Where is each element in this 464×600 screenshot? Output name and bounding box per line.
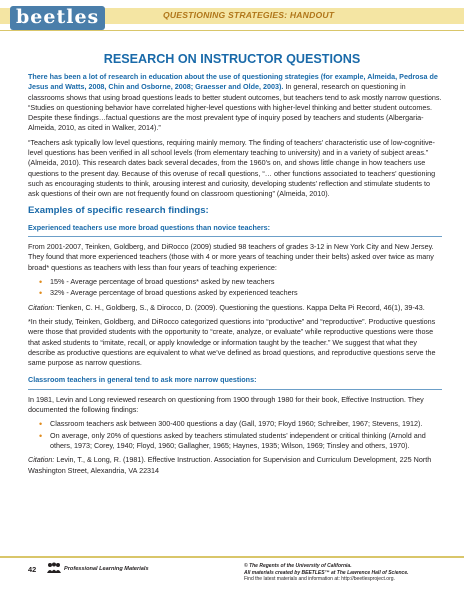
copyright-block bbox=[244, 563, 409, 583]
page-title: RESEARCH ON INSTRUCTOR QUESTIONS bbox=[103, 52, 361, 66]
finding1-list bbox=[28, 277, 442, 299]
bullet-icon: • bbox=[39, 288, 43, 299]
bullet-icon: • bbox=[39, 277, 43, 288]
credit-line: All materials created by BEETLES™ at The Lawrence Hall of Science. bbox=[244, 569, 409, 576]
paragraph-two: “Teachers ask typically low level questions, requiring mainly memory. The finding of teachers’ characteristic use of low-cognitive-level questions has been verified in all school levels (from elementary teaching to university) and in a variety of subject areas.” (Almeida, 2010). This research dates back several decades, from the 1960’s on, and shows little change in how teachers use questions to the present day. Because of this overuse of recall questions, “… other functions associated to teachers’ questioning such as encouraging students to think, arousing interest and curiosity, developing students’ reflection and stimulate students to ask questions of their own are not frequently found on classroom questioning” (Almeida, 2010). bbox=[28, 137, 436, 199]
people-icon bbox=[46, 562, 62, 574]
page-footer bbox=[0, 556, 464, 600]
list-item bbox=[39, 419, 442, 430]
finding2-divider bbox=[28, 389, 442, 390]
finding2-list bbox=[28, 419, 442, 451]
citation-label: Citation: bbox=[28, 455, 55, 465]
section-label: QUESTIONING STRATEGIES: HANDOUT bbox=[163, 10, 335, 20]
intro-paragraph bbox=[28, 72, 442, 134]
series-label: Professional Learning Materials bbox=[64, 566, 149, 572]
citation-label: Citation: bbox=[28, 302, 55, 312]
finding2-heading: Classroom teachers in general tend to ask more narrow questions: bbox=[28, 375, 257, 385]
finding1-divider bbox=[28, 236, 442, 237]
intro-rest: In general, research on questioning in classrooms shows that using broad questions leads to better student outcomes, but teachers tend to ask mostly narrow questions. “Studies on questioning behavior have correlated higher-level questions with higher-level thinking and better student outcomes. Despite these findings…factual questions are the most prevalent type of inquiry posed by teachers and students (Albergaria-Almeida, 2010, as cited in Walker, 2014).” bbox=[28, 82, 442, 133]
page-header bbox=[0, 0, 464, 38]
list-item-text: 15% - Average percentage of broad questions* asked by new teachers bbox=[50, 277, 275, 287]
copyright-line: © The Regents of the University of California. bbox=[244, 563, 352, 569]
citation-text: Tienken, C. H., Goldberg, S., & Dirocco, D. (2009). Questioning the questions. Kappa Delta Pi Record, 46(1), 39-43. bbox=[54, 302, 425, 312]
list-item-text: Classroom teachers ask between 300-400 questions a day (Gall, 1970; Floyd 1960; Schreiber, 1967; Stevens, 1912). bbox=[50, 419, 423, 429]
list-item bbox=[39, 430, 442, 452]
website-line: Find the latest materials and information at: http://beetlesproject.org. bbox=[244, 576, 395, 582]
bullet-icon: • bbox=[39, 419, 43, 430]
list-item-text: On average, only 20% of questions asked by teachers stimulated students’ independent or critical thinking (Arnold and others, 1973; Corey, 1940; Floyd, 1960; Gallagher, 1965; Haynes, 1935; Wilson, 1969; Tinsley and others, 1970). bbox=[50, 430, 426, 450]
finding1-body: From 2001-2007, Teinken, Goldberg, and DiRocco (2009) studied 98 teachers of grades 3-12 in New York City and New Jersey. They found that more experienced teachers (those with 4 or more years of teaching under their belts) asked over twice as many broad* questions as teachers with less than four years of teaching experience: bbox=[28, 242, 434, 272]
citation-text: Levin, T., & Long, R. (1981). Effective Instruction. Association for Supervision and Curriculum Development, 225 North Washington Street, Alexandria, VA 22314 bbox=[28, 455, 432, 475]
finding2-citation bbox=[28, 455, 442, 476]
list-item bbox=[39, 277, 442, 288]
header-divider bbox=[0, 30, 464, 31]
finding1-note: *In their study, Teinken, Goldberg, and DiRocco categorized questions into “productive” and “reproductive”. Productive questions were those that provided students with the opportunity to “create, analyze, or evaluate” while reproductive questions were those that asked students to “imitate, recall, or apply knowledge or information taught by the teacher.” We suggest that what they describe as productive questions are equivalent to what we’ve defined as broad questions, and reproductive questions serve the same purpose as narrow questions. bbox=[28, 316, 436, 368]
list-item-text: 32% - Average percentage of broad questions asked by experienced teachers bbox=[50, 288, 298, 298]
beetles-logo: beetles bbox=[10, 6, 105, 30]
intro-lead: There has been a lot of research in education about the use of questioning strategies (for example, Almeida, Pedrosa de Jesus and Watts, 2008, Chin and Osborne, 2008; Graesser and Olde, 2003). bbox=[28, 72, 438, 92]
main-content bbox=[28, 72, 442, 480]
finding2-body: In 1981, Levin and Long reviewed research on questioning from 1900 through 1980 for their book, Effective Instruction. They documented the following findings: bbox=[28, 394, 424, 415]
list-item bbox=[39, 288, 442, 299]
examples-heading: Examples of specific research findings: bbox=[28, 204, 209, 216]
bullet-icon: • bbox=[39, 430, 43, 441]
finding1-citation bbox=[28, 303, 442, 313]
footer-divider bbox=[0, 556, 464, 558]
page-number: 42 bbox=[28, 565, 37, 574]
finding1-heading: Experienced teachers use more broad questions than novice teachers: bbox=[28, 222, 271, 232]
